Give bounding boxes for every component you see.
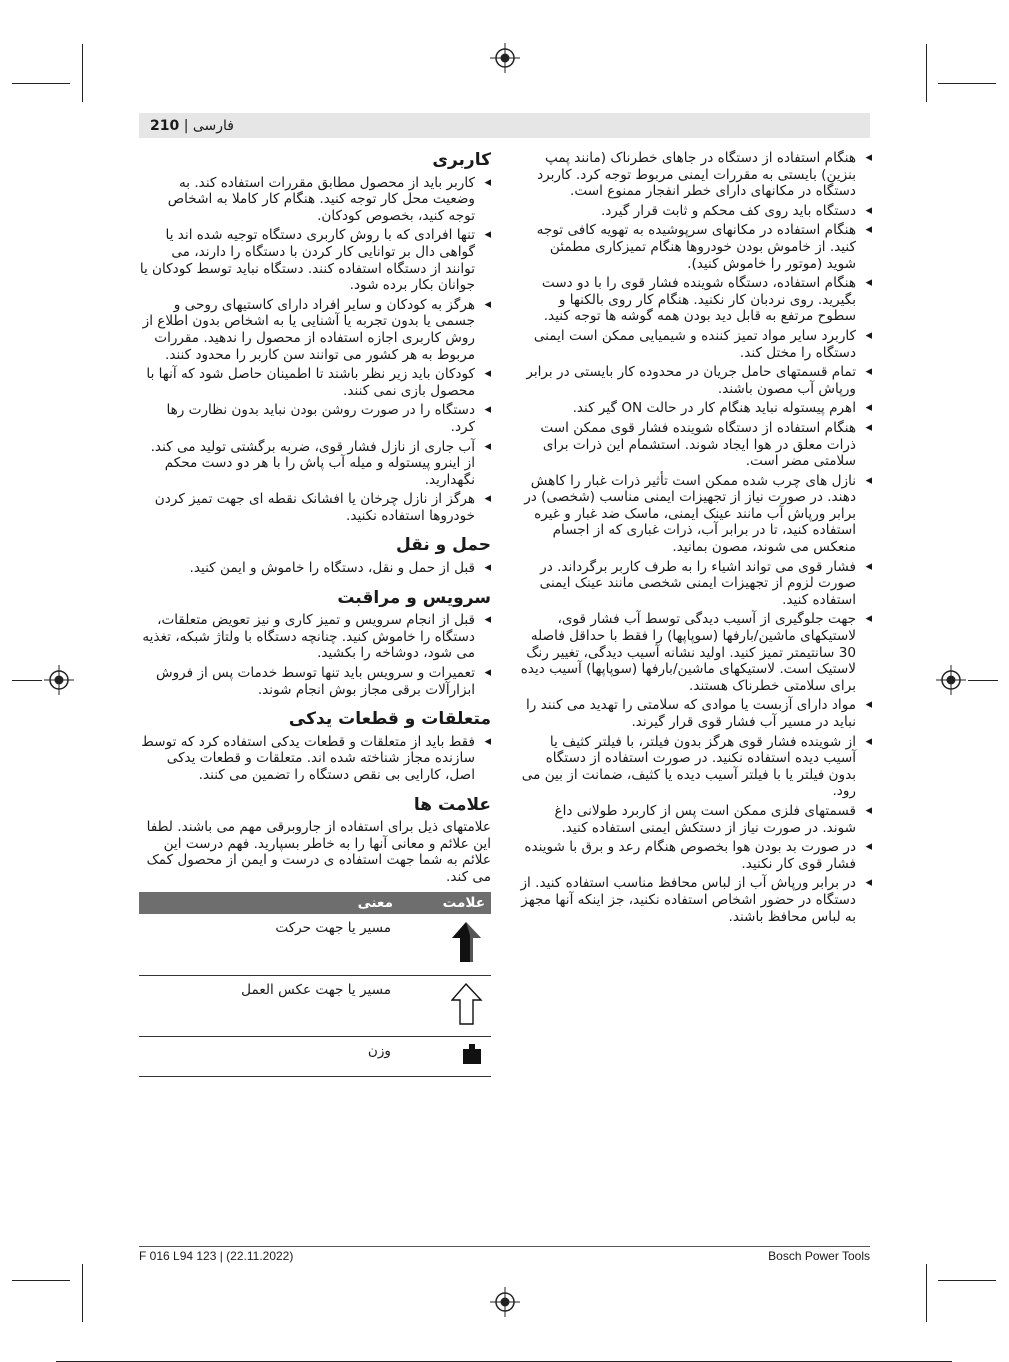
- table-row: [139, 1037, 491, 1077]
- page-header: [150, 118, 234, 134]
- symbols-col-meaning: معنی: [139, 892, 399, 915]
- section-heading-transport: حمل و نقل: [395, 535, 491, 556]
- weight-icon: [461, 1043, 483, 1065]
- symbols-col-symbol: علامت: [399, 892, 491, 915]
- crop-mark: [938, 1280, 996, 1281]
- crop-mark: [926, 44, 927, 102]
- usage-item: ◂ تنها افرادی که با روش کاربری دستگاه توجیه شده اند یا گواهی دال بر توانایی کار کردن با دستگاه را دارند، می توانند از دستگاه استفاده کنند. دستگاه نباید توسط کودکان یا جوانان بکار برده شود.: [139, 227, 491, 293]
- safety-item: ◂ تمام قسمتهای حامل جریان در محدوده کار بایستی در برابر ورپاش آب مصون باشند.: [517, 364, 872, 397]
- symbols-table: [139, 892, 491, 1077]
- meaning-cell: مسیر یا جهت حرکت: [139, 914, 399, 975]
- safety-item: ◂ کاربرد سایر مواد تمیز کننده و شیمیایی ممکن است ایمنی دستگاه را مختل کند.: [517, 328, 872, 361]
- section-heading-symbols: علامت ها: [413, 794, 491, 815]
- safety-item: ◂ از شوینده فشار قوی هرگز بدون فیلتر، با فیلتر کثیف یا آسیب دیده استفاده نکنید. در صورت استفاده از دستگاه بدون فیلتر یا با فیلتر آسیب دیده یا کثیف، ضمانت از بین می رود.: [517, 734, 872, 800]
- footer-rule: [139, 1246, 870, 1247]
- safety-item: ◂ فشار قوی می تواند اشیاء را به طرف کاربر برگرداند. در صورت لزوم از تجهیزات ایمنی شخصی مانند عینک ایمنی استفاده کنید.: [517, 559, 872, 609]
- crop-mark: [926, 1264, 927, 1322]
- page-header-bar: [139, 113, 870, 138]
- crop-mark: [12, 680, 42, 681]
- transport-item: ◂ قبل از حمل و نقل، دستگاه را خاموش و ایمن کنید.: [139, 560, 491, 577]
- usage-item: ◂ هرگز به کودکان و سایر افراد دارای کاستیهای روحی و جسمی یا بدون تجربه یا آشنایی یا به اشخاص بدون اطلاع از روش کاربری اجازه استفاده از محصول را ندهید. مقررات مربوط به هر کشور می توانند سن کاربر را محدود کنند.: [139, 297, 491, 363]
- footer-doc-id: F 016 L94 123 | (22.11.2022): [139, 1249, 294, 1263]
- safety-item: ◂ جهت جلوگیری از آسیب دیدگی توسط آب فشار قوی، لاستیکهای ماشین/بارفها (سوپاپها) را فقط با حداقل فاصله 30 سانتیمتر تمیز کنید. اولید نشانه آسیب دیدگی، تغییر رنگ لاستیک است. لاستیکهای ماشین/بارفها (سوپاپها) آسیب دیده برای سلامتی خطرناک هستند.: [517, 611, 872, 694]
- section-heading-usage: کاربری: [432, 150, 491, 170]
- safety-item: ◂ در برابر ورپاش آب از لباس محافظ مناسب استفاده کنید. از دستگاه در حضور اشخاص استفاده نکنید، جز اینکه آنها مجهز به لباس محافظ باشند.: [517, 875, 872, 925]
- right-column: [517, 150, 872, 928]
- registration-mark-icon: [490, 1287, 520, 1317]
- footer-brand: Bosch Power Tools: [768, 1249, 870, 1263]
- usage-item: ◂ کاربر باید از محصول مطابق مقررات استفاده کند. به وضعیت محل کار توجه کنید. هنگام کار کاملا به اشخاص توجه کنید، بخصوص کودکان.: [139, 175, 491, 225]
- header-language: فارسی: [192, 118, 234, 134]
- crop-mark: [938, 83, 996, 84]
- left-column: [139, 152, 491, 1077]
- symbol-cell: [399, 1037, 491, 1077]
- crop-mark: [82, 44, 83, 102]
- safety-item: ◂ هنگام استفاده در مکانهای سرپوشیده به تهویه کافی توجه کنید. از خاموش بودن خودروها هنگام تمیزکاری مطمئن شوید (موتور را خاموش کنید).: [517, 222, 872, 272]
- section-heading-service: سرویس و مراقبت: [337, 587, 491, 608]
- usage-item: ◂ هرگز از نازل چرخان یا افشانک نقطه ای جهت تمیز کردن خودروها استفاده نکنید.: [139, 491, 491, 524]
- safety-item: ◂ در صورت بد بودن هوا بخصوص هنگام رعد و برق با شوینده فشار قوی کار نکنید.: [517, 839, 872, 872]
- registration-mark-icon: [44, 665, 74, 695]
- crop-mark: [12, 1280, 70, 1281]
- meaning-cell: وزن: [139, 1037, 399, 1077]
- symbols-intro: علامتهای ذیل برای استفاده از جاروبرقی مهم می باشند. لطفا این علائم و معانی آنها را به خاطر بسپارید. فهم درست این علائم به شما جهت استفاده ی درست و ایمن از محصول کمک می کند.: [146, 819, 491, 885]
- section-heading-accessories: متعلقات و قطعات یدکی: [288, 709, 491, 730]
- usage-item: ◂ آب جاری از نازل فشار قوی، ضربه برگشتی تولید می کند. از اینرو پیستوله و میله آب پاش را با هر دو دست محکم نگهدارید.: [139, 439, 491, 489]
- safety-item: ◂ مواد دارای آزبست یا موادی که سلامتی را تهدید می کنند را نباید در مسیر آب فشار قوی قرار گیرند.: [517, 697, 872, 730]
- symbol-cell: [399, 975, 491, 1037]
- service-item: ◂ تعمیرات و سرویس باید تنها توسط خدمات پس از فروش ابزارآلات برقی مجاز بوش انجام شوند.: [139, 665, 491, 698]
- meaning-cell: مسیر یا جهت عکس العمل: [139, 975, 399, 1037]
- safety-item: ◂ نازل های چرب شده ممکن است تأثیر ذرات غبار را کاهش دهند. در صورت نیاز از تجهیزات ایمنی مناسب (شخصی) در برابر ورپاش آب مانند عینک ایمنی، ماسک ضد غبار و غیره استفاده کنید، تا در برابر آب، ذرات غباری که از اجسام منعکس می شوند، مصون بمانید.: [517, 473, 872, 556]
- crop-mark: [82, 1264, 83, 1322]
- safety-item: ◂ هنگام استفاده از دستگاه شوینده فشار قوی ممکن است ذرات معلق در هوا ایجاد شوند. استشمام این ذرات برای سلامتی مضر است.: [517, 420, 872, 470]
- arrow-up-filled-icon: [451, 920, 483, 964]
- safety-item: ◂ اهرم پیستوله نباید هنگام کار در حالت ON گیر کند.: [517, 400, 872, 417]
- safety-item: ◂ دستگاه باید روی کف محکم و ثابت قرار گیرد.: [517, 203, 872, 220]
- page-number: 210: [150, 118, 180, 134]
- registration-mark-icon: [490, 43, 520, 73]
- crop-mark: [968, 680, 998, 681]
- symbol-cell: [399, 914, 491, 975]
- safety-item: ◂ هنگام استفاده، دستگاه شوینده فشار قوی را با دو دست بگیرید. روی نردبان کار نکنید. هنگام کار روی بالکنها و سطوح مرتفع به قابل دید بودن همه گوشه ها توجه کنید.: [517, 275, 872, 325]
- service-item: ◂ قبل از انجام سرویس و تمیز کاری و نیز تعویض متعلقات، دستگاه را خاموش کنید. چنانچه دستگاه با ولتاژ شبکه، تغذیه می شود، دوشاخه را بکشید.: [139, 612, 491, 662]
- header-separator: |: [183, 118, 189, 134]
- safety-item: ◂ هنگام استفاده از دستگاه در جاهای خطرناک (مانند پمپ بنزین) بایستی به مقررات ایمنی مربوط توجه کرد. کاربرد دستگاه در مکانهای دارای خطر انفجار ممنوع است.: [517, 150, 872, 200]
- usage-item: ◂ دستگاه را در صورت روشن بودن نباید بدون نظارت رها کرد.: [139, 402, 491, 435]
- arrow-up-outline-icon: [451, 982, 483, 1026]
- table-row: [139, 914, 491, 975]
- accessories-item: ◂ فقط باید از متعلقات و قطعات یدکی استفاده کرد که توسط سازنده مجاز شناخته شده اند. متعلقات و قطعات یدکی اصل، کارایی بی نقص دستگاه را تضمین می کنند.: [139, 734, 491, 784]
- usage-item: ◂ کودکان باید زیر نظر باشند تا اطمینان حاصل شود که آنها با محصول بازی نمی کنند.: [139, 366, 491, 399]
- safety-item: ◂ قسمتهای فلزی ممکن است پس از کاربرد طولانی داغ شوند. در صورت نیاز از دستکش ایمنی استفاده کنید.: [517, 803, 872, 836]
- registration-mark-icon: [936, 665, 966, 695]
- crop-mark: [12, 83, 70, 84]
- table-row: [139, 975, 491, 1037]
